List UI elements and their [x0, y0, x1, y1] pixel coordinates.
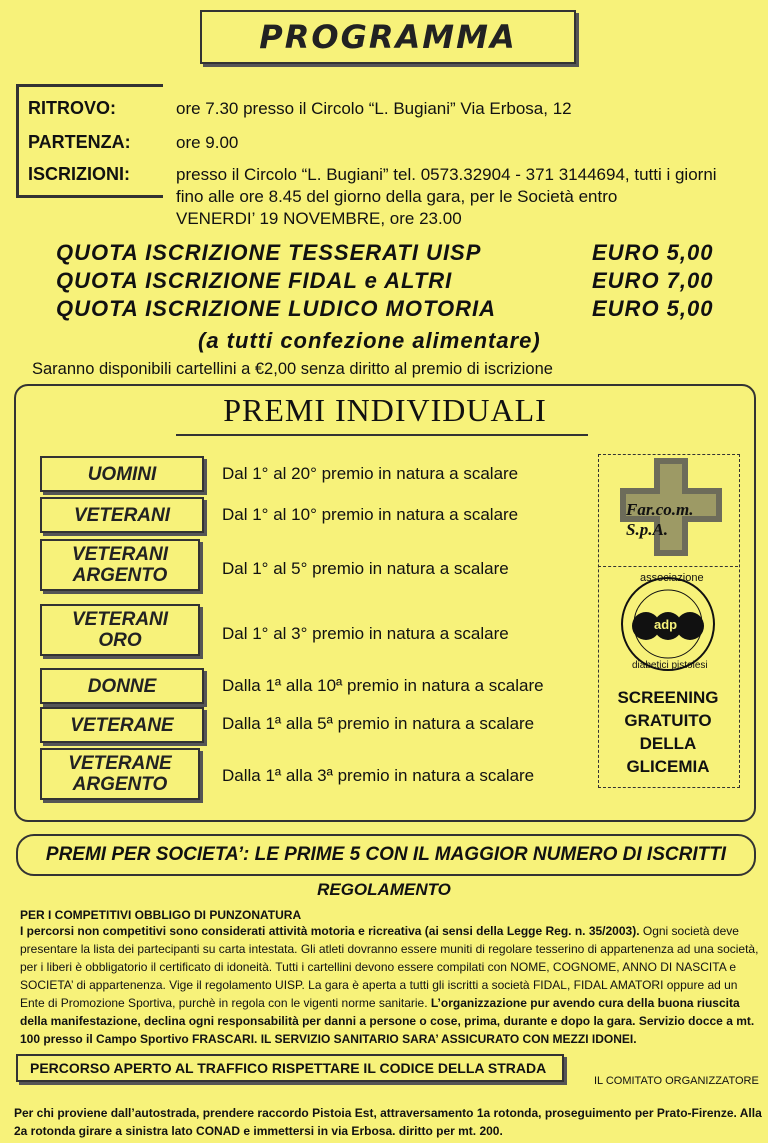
iscrizioni-line1: presso il Circolo “L. Bugiani” tel. 0573.32904 - 371 3144694, tutti i giorni	[176, 165, 717, 184]
sponsor-divider	[598, 566, 738, 567]
screening-line: DELLA	[639, 734, 697, 753]
category-desc: Dalla 1ª alla 10ª premio in natura a scalare	[222, 676, 544, 695]
regolamento-bold2: L’organizzazione pur avendo cura della buona riuscita della manifestazione, declina ogni responsabilità per danni a persone o cose, prima, durante e dopo la gara. Servizio docce a mt. 100 presso il Campo Sportivo FRASCARI. IL SERVIZIO SANITARIO SARA’ ASSICURATO CON MEZZI IDONEI.	[20, 996, 755, 1046]
adp-ring-top: associazione	[640, 572, 704, 584]
category-desc: Dalla 1ª alla 5ª premio in natura a scalare	[222, 714, 535, 733]
category-veterani-argento	[40, 539, 200, 591]
farcom-logo-text: Far.co.m. S.p.A.	[626, 500, 694, 539]
title-box	[200, 10, 576, 64]
screening-line: SCREENING	[617, 688, 719, 707]
category-desc: Dal 1° al 5° premio in natura a scalare	[222, 559, 509, 578]
category-desc: Dal 1° al 10° premio in natura a scalare	[222, 505, 519, 524]
category-name: UOMINI	[87, 463, 157, 485]
screening-line: GLICEMIA	[626, 757, 710, 776]
regolamento-bold1: I percorsi non competitivi sono considerati attività motoria e ricreativa (ai sensi della Legge Reg. n. 35/2003).	[20, 924, 640, 938]
quota-uisp-price: EURO 5,00	[592, 240, 714, 265]
premi-title: PREMI INDIVIDUALI	[223, 392, 547, 428]
page-title: PROGRAMMA	[259, 18, 517, 56]
cartellini-note: Saranno disponibili cartellini a €2,00 senza diritto al premio di iscrizione	[32, 360, 553, 378]
confezione-note: (a tutti confezione alimentare)	[198, 328, 541, 353]
adp-logo	[614, 570, 722, 678]
screening-text	[600, 686, 736, 778]
iscrizioni-line3: VENERDI’ 19 NOVEMBRE, ore 23.00	[176, 209, 462, 228]
category-donne	[40, 668, 204, 704]
ritrovo-text: ore 7.30 presso il Circolo “L. Bugiani” Via Erbosa, 12	[176, 99, 572, 118]
quota-uisp-label: QUOTA ISCRIZIONE TESSERATI UISP	[56, 240, 482, 265]
quota-fidal-price: EURO 7,00	[592, 268, 714, 293]
partenza-text: ore 9.00	[176, 133, 239, 152]
adp-logo-text: adp	[654, 617, 678, 632]
category-veterane	[40, 707, 204, 743]
category-uomini	[40, 456, 204, 492]
premi-societa-text: PREMI PER SOCIETA’: LE PRIME 5 CON IL MAGGIOR NUMERO DI ISCRITTI	[45, 844, 727, 865]
premi-title-underline	[176, 434, 588, 436]
regolamento-text1: Ogni società deve presentare la lista dei partecipanti su carta intestata. Gli atleti dovranno essere muniti di regolare tesserino di appartenenza ad una società, per i liberi è obbligatorio il certificato di idoneità. Tutti i cartellini devono essere compilati con NOME, COGNOME, ANNO DI NASCITA e SOCIETA’ di appartenenza. Vige il regolamento UISP. La gara è aperta a tutti gli iscritti a società FIDAL, FIDAL AMATORI oppure ad un Ente di Promozione Sportiva, purchè in regola con le vigenti norme sanitarie.	[20, 924, 759, 1010]
category-desc: Dalla 1ª alla 3ª premio in natura a scalare	[222, 766, 535, 785]
iscrizioni-label: ISCRIZIONI:	[28, 164, 130, 184]
category-veterani-oro	[40, 604, 200, 656]
category-name: DONNE	[87, 675, 157, 697]
screening-line: GRATUITO	[624, 711, 712, 730]
regolamento-head: PER I COMPETITIVI OBBLIGO DI PUNZONATURA	[20, 908, 302, 922]
category-veterane-argento	[40, 748, 200, 800]
category-veterani	[40, 497, 204, 533]
category-name: VETERANI	[73, 504, 171, 526]
adp-ring-bottom: diabetici pistoiesi	[632, 660, 708, 671]
regolamento-title: REGOLAMENTO	[317, 880, 451, 899]
quota-ludico-label: QUOTA ISCRIZIONE LUDICO MOTORIA	[56, 296, 497, 321]
farcom-logo	[612, 456, 730, 560]
percorso-box	[16, 1054, 564, 1082]
regolamento-text	[20, 922, 762, 1048]
quota-ludico-price: EURO 5,00	[592, 296, 714, 321]
premi-societa-box	[16, 834, 756, 876]
directions-bold: Per chi proviene dall’autostrada, prendere raccordo Pistoia Est, attraversamento 1a rotonda, proseguimento per Prato-Firenze. Alla 2a rotonda girare a sinistra lato CONAD e immettersi in via Erbosa. diritto per mt. 200.	[14, 1106, 762, 1138]
partenza-label: PARTENZA:	[28, 132, 131, 152]
ritrovo-label: RITROVO:	[28, 98, 116, 118]
category-name: VETERANI ORO	[71, 609, 169, 651]
quota-fidal-label: QUOTA ISCRIZIONE FIDAL e ALTRI	[56, 268, 453, 293]
category-desc: Dal 1° al 20° premio in natura a scalare	[222, 464, 519, 483]
category-name: VETERANE	[70, 714, 174, 736]
category-name: VETERANE ARGENTO	[68, 753, 172, 795]
percorso-text: PERCORSO APERTO AL TRAFFICO RISPETTARE IL CODICE DELLA STRADA	[30, 1060, 547, 1076]
iscrizioni-line2: fino alle ore 8.45 del giorno della gara, per le Società entro	[176, 187, 618, 206]
category-name: VETERANI ARGENTO	[71, 544, 169, 586]
comitato-signature: IL COMITATO ORGANIZZATORE	[594, 1075, 759, 1087]
directions-text	[14, 1104, 762, 1140]
category-desc: Dal 1° al 3° premio in natura a scalare	[222, 624, 509, 643]
